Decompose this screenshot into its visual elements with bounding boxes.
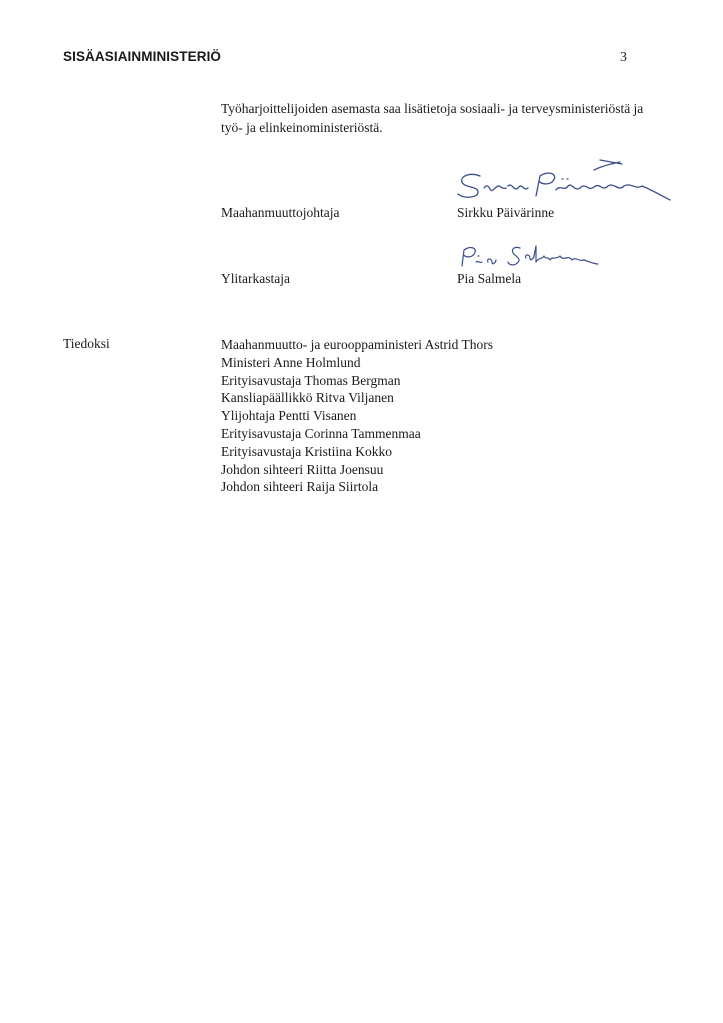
- recipient-item: Erityisavustaja Corinna Tammenmaa: [221, 425, 421, 441]
- signatory-name: Pia Salmela: [457, 271, 522, 286]
- recipient-item: Ministeri Anne Holmlund: [221, 354, 361, 370]
- recipient-item: Johdon sihteeri Raija Siirtola: [221, 479, 379, 495]
- signature-sirkku-paivarinne: [452, 152, 674, 210]
- distribution-list: [221, 336, 493, 496]
- paragraph-line: työ- ja elinkeinoministeriöstä.: [221, 120, 383, 135]
- signatory-name: Sirkku Päivärinne: [457, 205, 555, 220]
- page-number: 3: [620, 50, 627, 65]
- recipient-item: Johdon sihteeri Riitta Joensuu: [221, 461, 384, 477]
- organization-header: SISÄASIAINMINISTERIÖ: [63, 49, 222, 64]
- signatory-title: Ylitarkastaja: [221, 271, 290, 286]
- signatory-title: Maahanmuuttojohtaja: [221, 205, 340, 220]
- recipient-item: Kansliapäällikkö Ritva Viljanen: [221, 390, 394, 406]
- recipient-item: Maahanmuutto- ja eurooppaministeri Astrid Thors: [221, 337, 493, 352]
- body-paragraph: [221, 99, 691, 137]
- recipient-item: Ylijohtaja Pentti Visanen: [221, 408, 357, 424]
- recipient-item: Erityisavustaja Kristiina Kokko: [221, 443, 392, 459]
- paragraph-line: Työharjoittelijoiden asemasta saa lisätietoja sosiaali- ja terveysministeriöstä ja: [221, 101, 644, 116]
- distribution-label: Tiedoksi: [63, 336, 110, 351]
- recipient-item: Erityisavustaja Thomas Bergman: [221, 372, 401, 388]
